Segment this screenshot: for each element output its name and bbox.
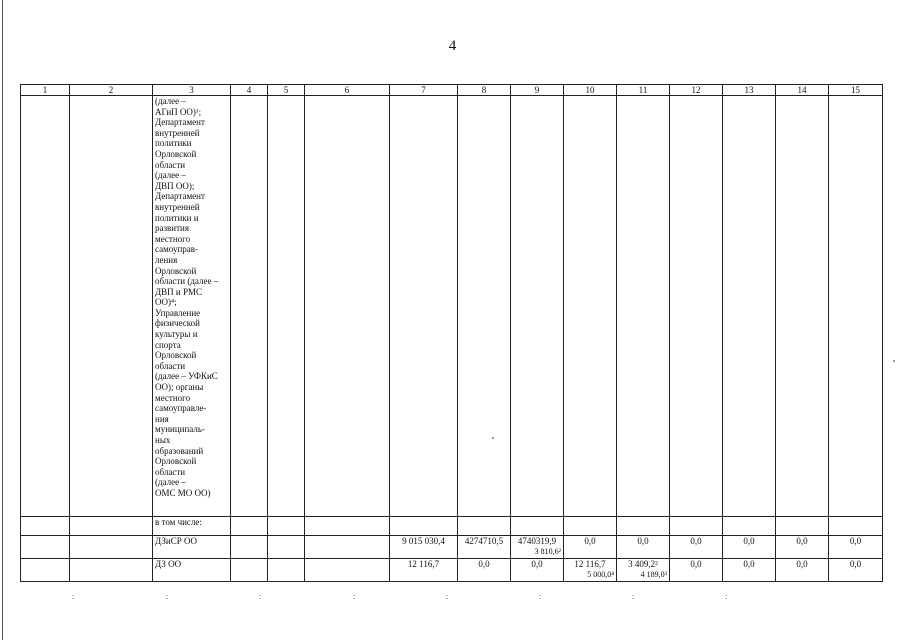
cell-value-secondary: 4 189,0³ (640, 569, 667, 579)
executor-line: ОМС МО ОО) (155, 487, 211, 498)
column-number: 12 (670, 85, 723, 96)
scan-dot: : (166, 592, 169, 601)
executor-line: политики и (155, 212, 199, 223)
left-scan-edge (2, 0, 3, 640)
budget-table (20, 84, 883, 582)
table-row (21, 536, 883, 559)
cell-value: 12 116,7 (390, 559, 458, 582)
subheading-row (21, 517, 883, 536)
column-number: 4 (231, 85, 268, 96)
scan-dot-row (20, 592, 882, 601)
column-number: 7 (390, 85, 458, 96)
page-number: 4 (448, 38, 457, 54)
column-number: 9 (511, 85, 564, 96)
scan-dot: : (72, 592, 75, 601)
column-number: 5 (268, 85, 305, 96)
executor-line: (далее – (155, 96, 186, 106)
cell-value: 0,0 (511, 559, 564, 582)
executor-line: ОО)⁴; (155, 297, 177, 308)
executor-line: политики (155, 138, 192, 149)
cell-value-secondary: 3 810,6² (534, 546, 561, 556)
executor-line: местного (155, 392, 191, 403)
executor-line: (далее – (155, 477, 186, 488)
executor-line: Управление (155, 307, 201, 318)
executor-line: внутренней (155, 127, 200, 138)
scan-dot: : (446, 592, 449, 601)
executor-line: области (155, 466, 186, 477)
executor-line: Орловской (155, 456, 197, 467)
column-number: 11 (617, 85, 670, 96)
executor-line: развития (155, 223, 190, 234)
executor-line: физической (155, 318, 200, 329)
column-number: 2 (70, 85, 153, 96)
cell-value-multi (511, 536, 564, 559)
cell-value: 0,0 (670, 536, 723, 559)
scan-dot: : (259, 592, 262, 601)
column-number: 6 (305, 85, 390, 96)
executor-line: ных (155, 435, 171, 445)
scan-dot: : (539, 592, 542, 601)
executors-row (21, 96, 883, 517)
executor-line: (далее – УФКиС (155, 371, 218, 382)
cell-value: 0,0 (564, 536, 617, 559)
column-number: 3 (153, 85, 231, 96)
executor-line: ОО); органы (155, 382, 204, 393)
executor-line: Орловской (155, 148, 197, 159)
executor-line: местного (155, 233, 191, 244)
cell-value-multi (617, 559, 670, 582)
cell-value: 4740319,9 (517, 536, 557, 546)
cell-value: 0,0 (723, 559, 776, 582)
cell-value: 0,0 (829, 559, 883, 582)
scan-speck (893, 360, 895, 362)
scan-speck (492, 437, 494, 439)
executor-line: ДВП и РМС (155, 286, 202, 297)
cell-value: 0,0 (670, 559, 723, 582)
subheading: в том числе: (153, 517, 231, 536)
cell-value-secondary: 5 000,0⁴ (587, 569, 614, 579)
scan-dot: : (353, 592, 356, 601)
executor-line: Орловской (155, 350, 197, 361)
cell-value: 0,0 (829, 536, 883, 559)
executor-line: (далее – (155, 170, 186, 181)
executor-line: ления (155, 254, 178, 265)
cell-value: 4274710,5 (458, 536, 511, 559)
executor-line: области (155, 159, 186, 170)
executor-line: самоуправле- (155, 403, 207, 414)
executor-line: области (155, 360, 186, 371)
cell-value: 3 409,2² (628, 559, 658, 569)
executor-line: муниципаль- (155, 424, 205, 435)
scan-dot: : (725, 592, 728, 601)
executor-line: ДВП ОО); (155, 180, 195, 191)
cell-value: 0,0 (458, 559, 511, 582)
column-number-row (21, 85, 883, 96)
cell-value: 12 116,7 (574, 559, 606, 569)
column-number: 13 (723, 85, 776, 96)
executor-line: области (далее – (155, 276, 219, 287)
executor-line: ния (155, 413, 169, 424)
column-number: 14 (776, 85, 829, 96)
cell-value: 0,0 (617, 536, 670, 559)
cell-value: 9 015 030,4 (390, 536, 458, 559)
cell-value-multi (564, 559, 617, 582)
column-number: 1 (21, 85, 70, 96)
executor-line: образований (155, 445, 204, 456)
column-number: 8 (458, 85, 511, 96)
executor-line: Департамент (155, 117, 205, 128)
executor-line: внутренней (155, 201, 200, 212)
row-label: ДЗ ОО (153, 559, 231, 582)
executor-line: Орловской (155, 265, 197, 276)
cell-value: 0,0 (776, 536, 829, 559)
executors-list (153, 96, 231, 517)
executor-line: культуры и (155, 329, 198, 340)
table-row (21, 559, 883, 582)
cell-value: 0,0 (723, 536, 776, 559)
cell-value: 0,0 (776, 559, 829, 582)
column-number: 15 (829, 85, 883, 96)
column-number: 10 (564, 85, 617, 96)
executor-line: Департамент (155, 191, 205, 202)
executor-line: АГиП ОО)¹; (155, 106, 202, 117)
scan-dot: : (632, 592, 635, 601)
executor-line: самоуправ- (155, 244, 199, 255)
row-label: ДЗиСР ОО (153, 536, 231, 559)
executor-line: спорта (155, 339, 181, 350)
